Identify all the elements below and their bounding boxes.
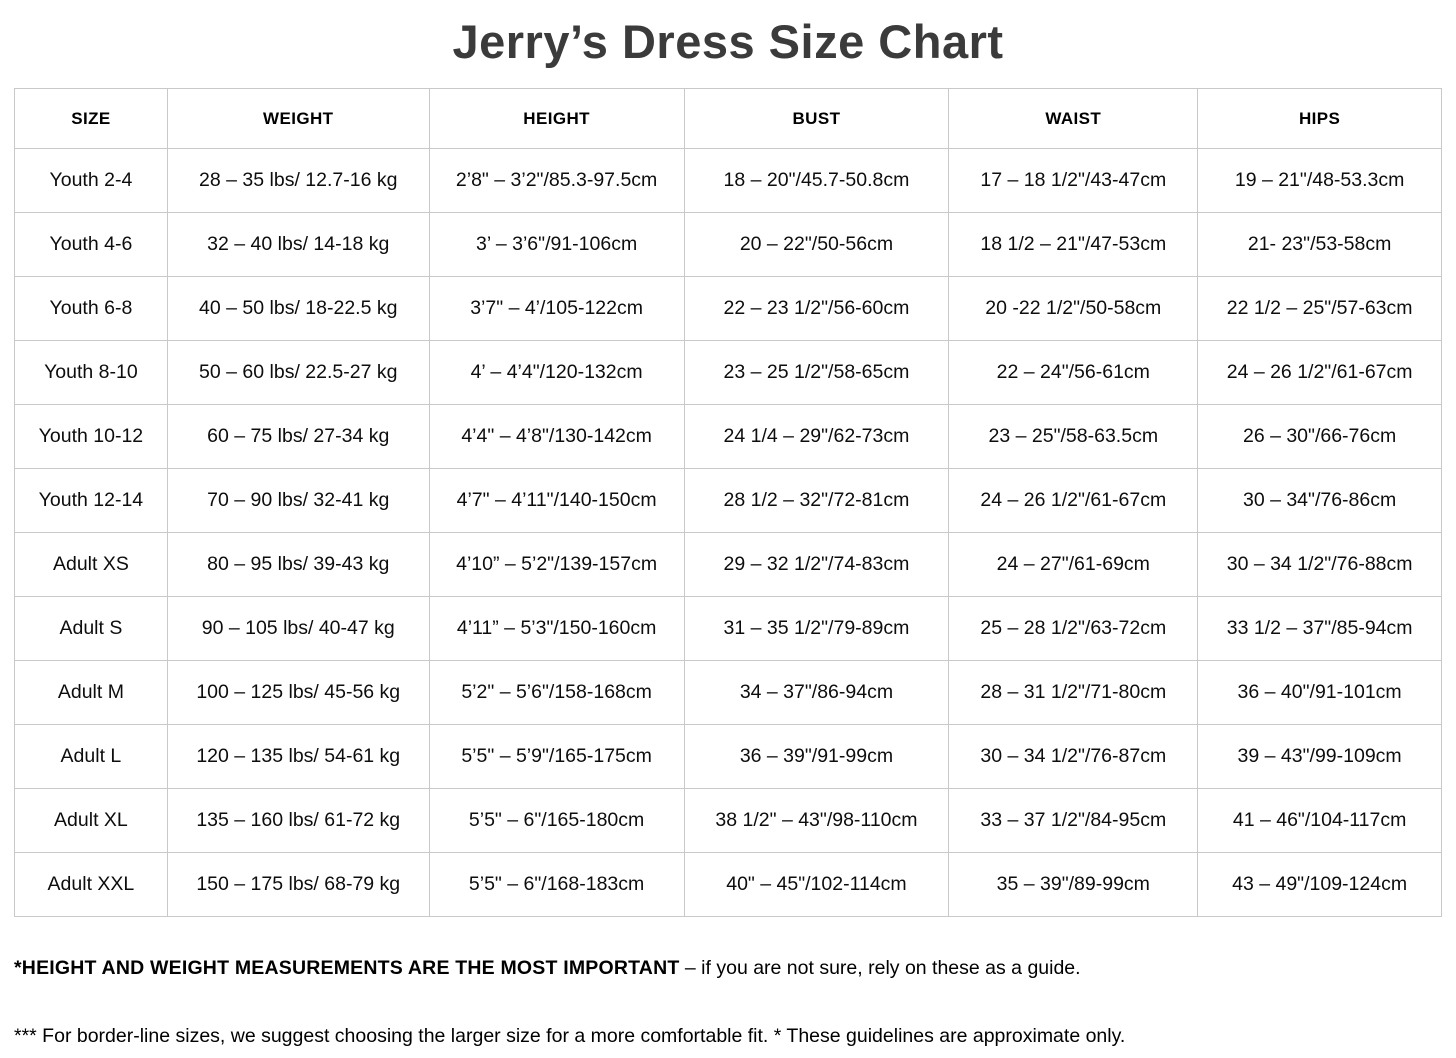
footnotes (14, 917, 1442, 1048)
value-cell: 3’7" – 4’/105-122cm (429, 277, 684, 341)
value-cell: 22 1/2 – 25"/57-63cm (1198, 277, 1442, 341)
value-cell: 50 – 60 lbs/ 22.5-27 kg (167, 341, 429, 405)
size-cell: Adult XL (15, 789, 168, 853)
size-cell: Adult L (15, 725, 168, 789)
value-cell: 32 – 40 lbs/ 14-18 kg (167, 213, 429, 277)
value-cell: 23 – 25"/58-63.5cm (949, 405, 1198, 469)
table-row (15, 853, 1442, 917)
value-cell: 21- 23"/53-58cm (1198, 213, 1442, 277)
value-cell: 28 – 35 lbs/ 12.7-16 kg (167, 149, 429, 213)
value-cell: 60 – 75 lbs/ 27-34 kg (167, 405, 429, 469)
table-header-row (15, 89, 1442, 149)
table-row (15, 405, 1442, 469)
table-row (15, 789, 1442, 853)
value-cell: 5’5" – 6"/168-183cm (429, 853, 684, 917)
value-cell: 135 – 160 lbs/ 61-72 kg (167, 789, 429, 853)
value-cell: 4’7" – 4’11"/140-150cm (429, 469, 684, 533)
value-cell: 80 – 95 lbs/ 39-43 kg (167, 533, 429, 597)
note-measurements (14, 917, 1442, 980)
value-cell: 100 – 125 lbs/ 45-56 kg (167, 661, 429, 725)
size-cell: Youth 12-14 (15, 469, 168, 533)
note-measurements-bold: *HEIGHT AND WEIGHT MEASUREMENTS ARE THE MOST IMPORTANT (14, 957, 680, 979)
value-cell: 4’11” – 5’3"/150-160cm (429, 597, 684, 661)
value-cell: 22 – 24"/56-61cm (949, 341, 1198, 405)
table-row (15, 725, 1442, 789)
value-cell: 43 – 49"/109-124cm (1198, 853, 1442, 917)
value-cell: 20 – 22"/50-56cm (684, 213, 949, 277)
value-cell: 24 – 26 1/2"/61-67cm (1198, 341, 1442, 405)
size-cell: Youth 8-10 (15, 341, 168, 405)
table-row (15, 533, 1442, 597)
table-row (15, 277, 1442, 341)
value-cell: 2’8" – 3’2"/85.3-97.5cm (429, 149, 684, 213)
value-cell: 29 – 32 1/2"/74-83cm (684, 533, 949, 597)
column-header-size: SIZE (15, 89, 168, 149)
value-cell: 24 1/4 – 29"/62-73cm (684, 405, 949, 469)
value-cell: 30 – 34 1/2"/76-88cm (1198, 533, 1442, 597)
column-header-bust: BUST (684, 89, 949, 149)
value-cell: 150 – 175 lbs/ 68-79 kg (167, 853, 429, 917)
size-cell: Adult S (15, 597, 168, 661)
value-cell: 4’10” – 5’2"/139-157cm (429, 533, 684, 597)
value-cell: 18 – 20"/45.7-50.8cm (684, 149, 949, 213)
value-cell: 26 – 30"/66-76cm (1198, 405, 1442, 469)
value-cell: 19 – 21"/48-53.3cm (1198, 149, 1442, 213)
value-cell: 20 -22 1/2"/50-58cm (949, 277, 1198, 341)
value-cell: 4’ – 4’4"/120-132cm (429, 341, 684, 405)
value-cell: 36 – 40"/91-101cm (1198, 661, 1442, 725)
value-cell: 120 – 135 lbs/ 54-61 kg (167, 725, 429, 789)
size-cell: Youth 2-4 (15, 149, 168, 213)
value-cell: 38 1/2" – 43"/98-110cm (684, 789, 949, 853)
size-chart-table (14, 88, 1442, 917)
value-cell: 34 – 37"/86-94cm (684, 661, 949, 725)
value-cell: 18 1/2 – 21"/47-53cm (949, 213, 1198, 277)
size-cell: Youth 10-12 (15, 405, 168, 469)
value-cell: 24 – 27"/61-69cm (949, 533, 1198, 597)
size-cell: Youth 6-8 (15, 277, 168, 341)
size-cell: Adult XXL (15, 853, 168, 917)
table-row (15, 341, 1442, 405)
table-row (15, 469, 1442, 533)
note-borderline: *** For border-line sizes, we suggest choosing the larger size for a more comfortable fit. * These guidelines are approximate only. (14, 1025, 1126, 1047)
value-cell: 40" – 45"/102-114cm (684, 853, 949, 917)
table-row (15, 149, 1442, 213)
value-cell: 24 – 26 1/2"/61-67cm (949, 469, 1198, 533)
value-cell: 22 – 23 1/2"/56-60cm (684, 277, 949, 341)
value-cell: 5’2" – 5’6"/158-168cm (429, 661, 684, 725)
table-row (15, 661, 1442, 725)
column-header-weight: WEIGHT (167, 89, 429, 149)
table-row (15, 213, 1442, 277)
value-cell: 36 – 39"/91-99cm (684, 725, 949, 789)
value-cell: 28 – 31 1/2"/71-80cm (949, 661, 1198, 725)
value-cell: 3’ – 3’6"/91-106cm (429, 213, 684, 277)
note-measurements-rest: – if you are not sure, rely on these as a guide. (679, 957, 1081, 979)
page-title: Jerry’s Dress Size Chart (452, 15, 1004, 68)
size-cell: Adult M (15, 661, 168, 725)
value-cell: 30 – 34 1/2"/76-87cm (949, 725, 1198, 789)
value-cell: 31 – 35 1/2"/79-89cm (684, 597, 949, 661)
value-cell: 17 – 18 1/2"/43-47cm (949, 149, 1198, 213)
table-body (15, 149, 1442, 917)
size-cell: Adult XS (15, 533, 168, 597)
value-cell: 23 – 25 1/2"/58-65cm (684, 341, 949, 405)
value-cell: 40 – 50 lbs/ 18-22.5 kg (167, 277, 429, 341)
value-cell: 41 – 46"/104-117cm (1198, 789, 1442, 853)
value-cell: 4’4" – 4’8"/130-142cm (429, 405, 684, 469)
column-header-waist: WAIST (949, 89, 1198, 149)
value-cell: 30 – 34"/76-86cm (1198, 469, 1442, 533)
value-cell: 5’5" – 5’9"/165-175cm (429, 725, 684, 789)
column-header-hips: HIPS (1198, 89, 1442, 149)
value-cell: 28 1/2 – 32"/72-81cm (684, 469, 949, 533)
value-cell: 33 1/2 – 37"/85-94cm (1198, 597, 1442, 661)
value-cell: 90 – 105 lbs/ 40-47 kg (167, 597, 429, 661)
value-cell: 5’5" – 6"/165-180cm (429, 789, 684, 853)
value-cell: 70 – 90 lbs/ 32-41 kg (167, 469, 429, 533)
column-header-height: HEIGHT (429, 89, 684, 149)
size-cell: Youth 4-6 (15, 213, 168, 277)
value-cell: 39 – 43"/99-109cm (1198, 725, 1442, 789)
value-cell: 33 – 37 1/2"/84-95cm (949, 789, 1198, 853)
table-row (15, 597, 1442, 661)
value-cell: 25 – 28 1/2"/63-72cm (949, 597, 1198, 661)
value-cell: 35 – 39"/89-99cm (949, 853, 1198, 917)
